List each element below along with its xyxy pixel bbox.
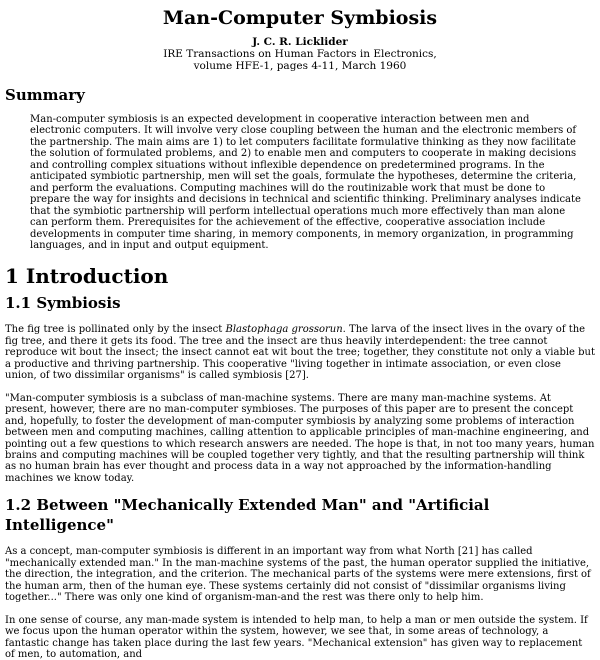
summary-text: Man-computer symbiosis is an expected development in cooperative interaction between men and electronic computers. It will involve very close coupling between the human and the electronic members of the partnership. The main aims are 1) to let computers facilitate formulative thinking as they now facilitate the solution of formulated problems, and 2) to enable men and computers to cooperate in making decisions and controlling complex situations without inflexible dependence on predetermined programs. In the anticipated symbiotic partnership, men will set the goals, formulate the hypotheses, determine the criteria, and perform the evaluations. Computing machines will do the routinizable work that must be done to prepare the way for insights and decisions in technical and scientific thinking. Preliminary analyses indicate that the symbiotic partnership will perform intellectual operations much more effectively than man alone can perform them. Prerequisites for the achievement of the effective, cooperative association include developments in computer time sharing, in memory components, in memory organization, in programming languages, and in input and output equipment.	[30, 114, 581, 251]
paper-title: Man-Computer Symbiosis	[162, 7, 438, 29]
journal-name: IRE Transactions on Human Factors in Electronics,	[163, 48, 437, 60]
paragraph-fig-tree	[5, 324, 595, 381]
byline	[5, 36, 595, 72]
section-heading-introduction: 1 Introduction	[5, 264, 169, 289]
author-name: J. C. R. Licklider	[252, 36, 348, 48]
paragraph-concept: As a concept, man-computer symbiosis is different in an important way from what North [21] has called "mechanically extended man." In the man-machine systems of the past, the human operator supplied the initiative, the direction, the integration, and the criterion. The mechanical parts of the systems were mere extensions, first of the human arm, then of the human eye. These systems certainly did not consist of "dissimilar organisms living together..." There was only one kind of organism-man-and the rest was there only to help him.	[5, 546, 591, 604]
subsection-heading-extended-man: 1.2 Between "Mechanically Extended Man" and "Artificial Intelligence"	[5, 496, 490, 535]
paragraph-one-sense: In one sense of course, any man-made system is intended to help man, to help a man or men outside the system. If we focus upon the human operator within the system, however, we see that, in some areas of technology, a fantastic change has taken place during the last few years. "Mechanical extension" has given way to replacement of men, to automation, and	[5, 614, 588, 660]
paper-page	[0, 6, 600, 660]
summary-heading: Summary	[5, 86, 85, 104]
species-name: Blastophaga grossorun	[225, 324, 343, 336]
text-run: . The larva of the insect lives in the ovary of the fig tree, and there it gets its food. The tree and the insect are thus heavily interdependent: the tree cannot reproduce wit bout the insect; the insect cannot eat wit bout the tree; together, they constitute not only a viable but a productive and thriving partnership. This cooperative "living together in intimate association, or even close union, of two dissimilar organisms" is called symbiosis [27].	[5, 324, 596, 382]
paragraph-man-computer: "Man-computer symbiosis is a subclass of man-machine systems. There are many man-machine systems. At present, however, there are no man-computer symbioses. The purposes of this paper are to present the concept and, hopefully, to foster the development of man-computer symbiosis by analyzing some problems of interaction between men and computing machines, calling attention to applicable principles of man-machine engineering, and pointing out a few questions to which research answers are needed. The hope is that, in not too many years, human brains and computing machines will be coupled together very tightly, and that the resulting partnership will think as no human brain has ever thought and process data in a way not approached by the information-handling machines we know today.	[5, 392, 595, 484]
text-run: The fig tree is pollinated only by the insect	[5, 324, 226, 336]
subsection-heading-symbiosis: 1.1 Symbiosis	[5, 294, 121, 313]
volume-info: volume HFE-1, pages 4-11, March 1960	[193, 60, 407, 72]
